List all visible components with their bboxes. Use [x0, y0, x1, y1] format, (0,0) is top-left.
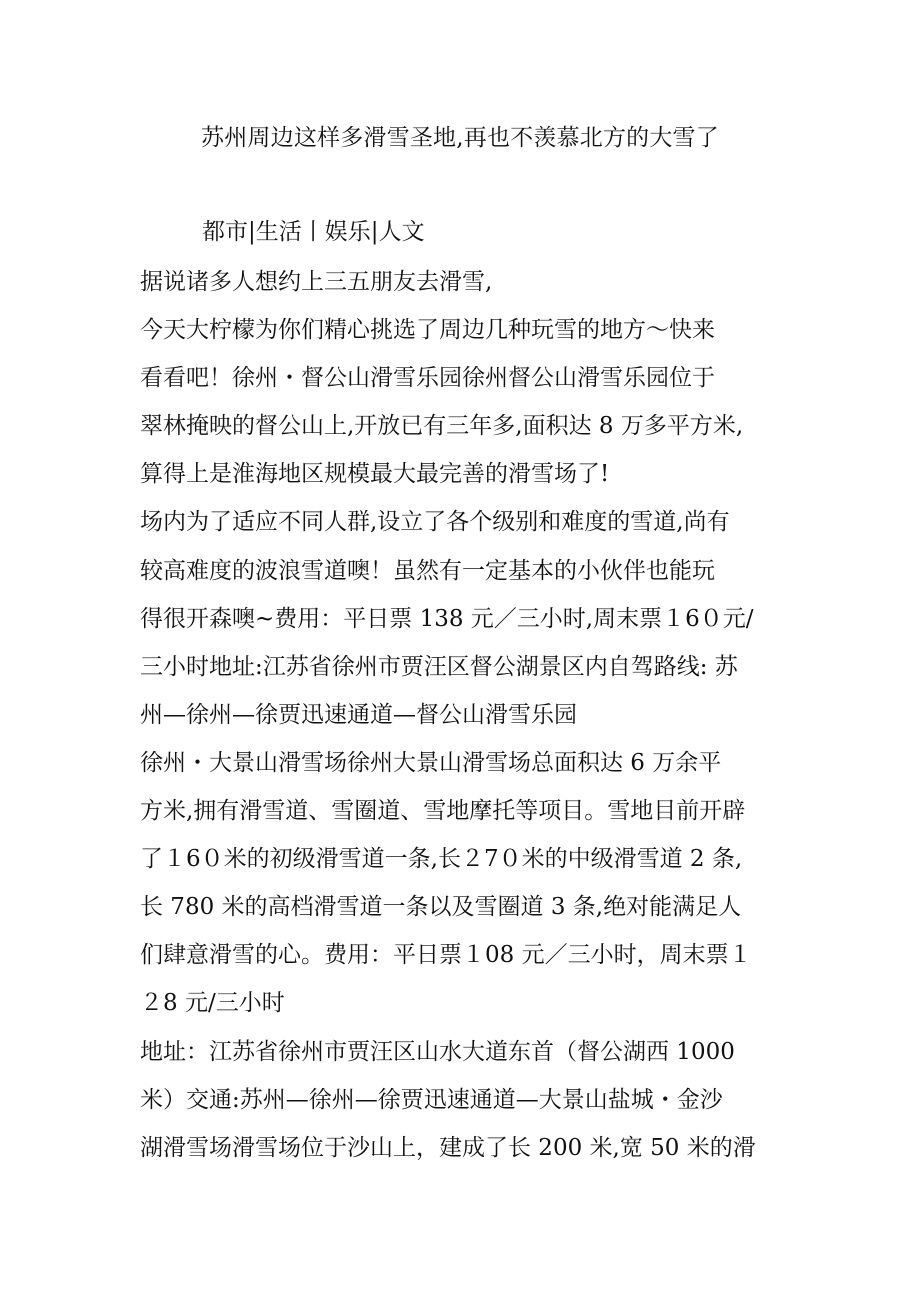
body-line: 们肆意滑雪的心。费用：平日票１08 元／三小时，周末票１: [140, 942, 752, 969]
category-line: 都市|生活丨娱乐|人文: [202, 219, 425, 245]
body-line: 较高难度的波浪雪道噢！虽然有一定基本的小伙伴也能玩: [140, 557, 715, 584]
body-line: 算得上是淮海地区规模最大最完善的滑雪场了!: [140, 461, 610, 488]
article-body: [140, 258, 800, 1172]
body-line: 徐州・大景山滑雪场徐州大景山滑雪场总面积达 6 万余平: [140, 749, 722, 776]
body-line: 三小时地址:江苏省徐州市贾汪区督公湖景区内自驾路线: 苏: [140, 653, 738, 680]
body-line: 据说诸多人想约上三五朋友去滑雪,: [140, 269, 493, 295]
body-line: 湖滑雪场滑雪场位于沙山上，建成了长 200 米,宽 50 米的滑: [140, 1134, 756, 1161]
body-line: 翠林掩映的督公山上,开放已有三年多,面积达 8 万多平方米,: [140, 413, 744, 440]
body-line: 州—徐州—徐贾迅速通道—督公山滑雪乐园: [140, 701, 577, 728]
body-line: 得很开森噢~费用：平日票 138 元／三小时,周末票１6０元/: [140, 605, 754, 632]
document-title: 苏州周边这样多滑雪圣地,再也不羡慕北方的大雪了: [201, 125, 719, 151]
body-line: ２8 元/三小时: [140, 990, 285, 1017]
body-line: 看看吧！徐州・督公山滑雪乐园徐州督公山滑雪乐园位于: [140, 365, 715, 392]
body-line: 了１6０米的初级滑雪道一条,长２7０米的中级滑雪道 2 条,: [140, 846, 743, 873]
body-line: 场内为了适应不同人群,设立了各个级别和难度的雪道,尚有: [140, 509, 730, 536]
body-line: 今天大柠檬为你们精心挑选了周边几种玩雪的地方～快来: [140, 317, 715, 344]
body-line: 米）交通:苏州—徐州—徐贾迅速通道—大景山盐城・金沙: [140, 1086, 723, 1113]
body-line: 方米,拥有滑雪道、雪圈道、雪地摩托等项目。雪地目前开辟: [140, 798, 746, 825]
body-line: 长 780 米的高档滑雪道一条以及雪圈道 3 条,绝对能满足人: [140, 894, 742, 921]
body-line: 地址：江苏省徐州市贾汪区山水大道东首（督公湖西 1000: [140, 1038, 735, 1065]
